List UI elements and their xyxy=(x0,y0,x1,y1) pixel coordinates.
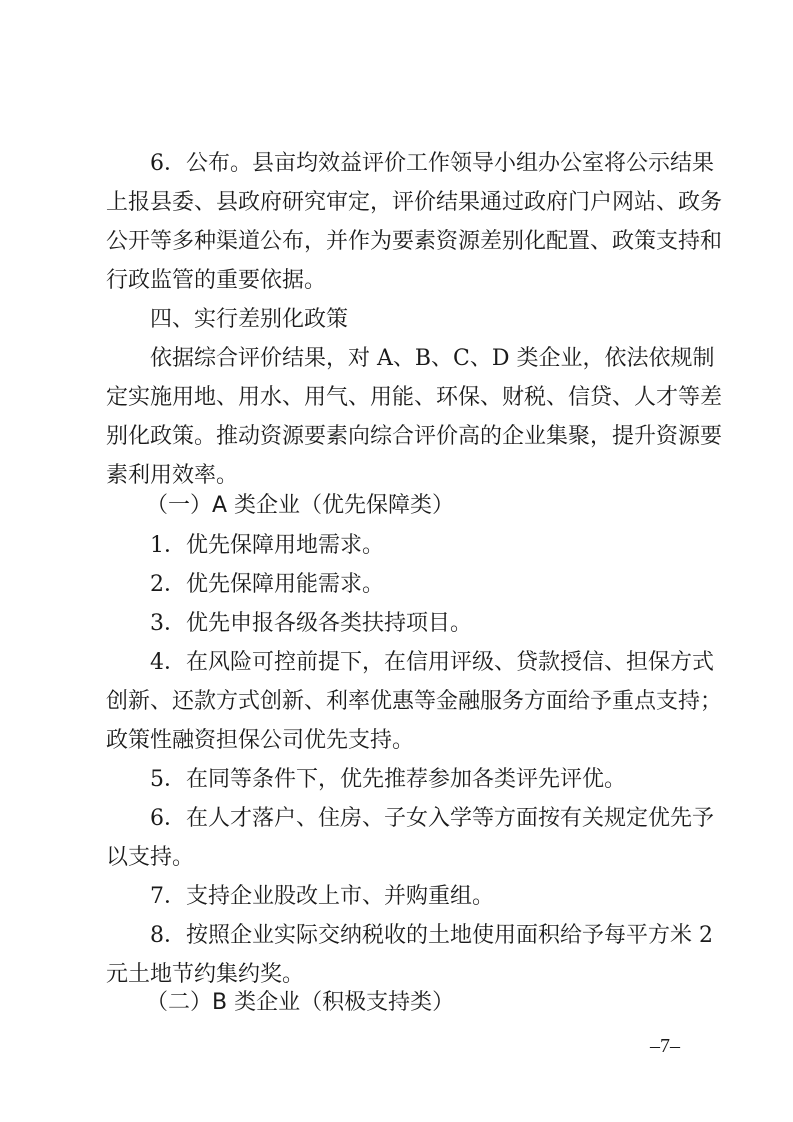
paragraph-line: 6．公布。县亩均效益评价工作领导小组办公室将公示结果 xyxy=(150,151,714,176)
paragraph-line: 政策性融资担保公司优先支持。 xyxy=(106,728,415,753)
section-heading: 四、实行差别化政策 xyxy=(150,307,349,332)
list-item: 8．按照企业实际交纳税收的土地使用面积给予每平方米 2 xyxy=(150,923,713,948)
list-item: 3．优先申报各级各类扶持项目。 xyxy=(150,611,472,636)
page-number: –7– xyxy=(650,1035,680,1057)
paragraph-line: 行政监管的重要依据。 xyxy=(106,268,327,293)
paragraph-line: 公开等多种渠道公布，并作为要素资源差别化配置、政策支持和 xyxy=(106,229,723,254)
list-item: 7．支持企业股改上市、并购重组。 xyxy=(150,884,494,909)
list-item: 2．优先保障用能需求。 xyxy=(150,572,384,597)
paragraph-line: 依据综合评价结果，对 A、B、C、D 类企业，依法依规制 xyxy=(150,346,715,371)
paragraph-line: 上报县委、县政府研究审定，评价结果通过政府门户网站、政务 xyxy=(106,190,723,215)
paragraph-line: 以支持。 xyxy=(106,845,195,870)
paragraph-line: 别化政策。推动资源要素向综合评价高的企业集聚，提升资源要 xyxy=(106,424,723,449)
subsection-heading-b: （二）B 类企业（积极支持类） xyxy=(146,990,455,1015)
list-item: 1．优先保障用地需求。 xyxy=(150,533,384,558)
list-item: 5．在同等条件下，优先推荐参加各类评先评优。 xyxy=(150,767,626,792)
subsection-heading-a: （一）A 类企业（优先保障类） xyxy=(146,493,455,518)
paragraph-line: 素利用效率。 xyxy=(106,463,239,488)
paragraph-line: 定实施用地、用水、用气、用能、环保、财税、信贷、人才等差 xyxy=(106,385,723,410)
paragraph-line: 元土地节约集约奖。 xyxy=(106,962,305,987)
list-item: 4．在风险可控前提下，在信用评级、贷款授信、担保方式 xyxy=(150,650,714,675)
list-item: 6．在人才落户、住房、子女入学等方面按有关规定优先予 xyxy=(150,806,714,831)
paragraph-line: 创新、还款方式创新、利率优惠等金融服务方面给予重点支持； xyxy=(106,689,723,714)
